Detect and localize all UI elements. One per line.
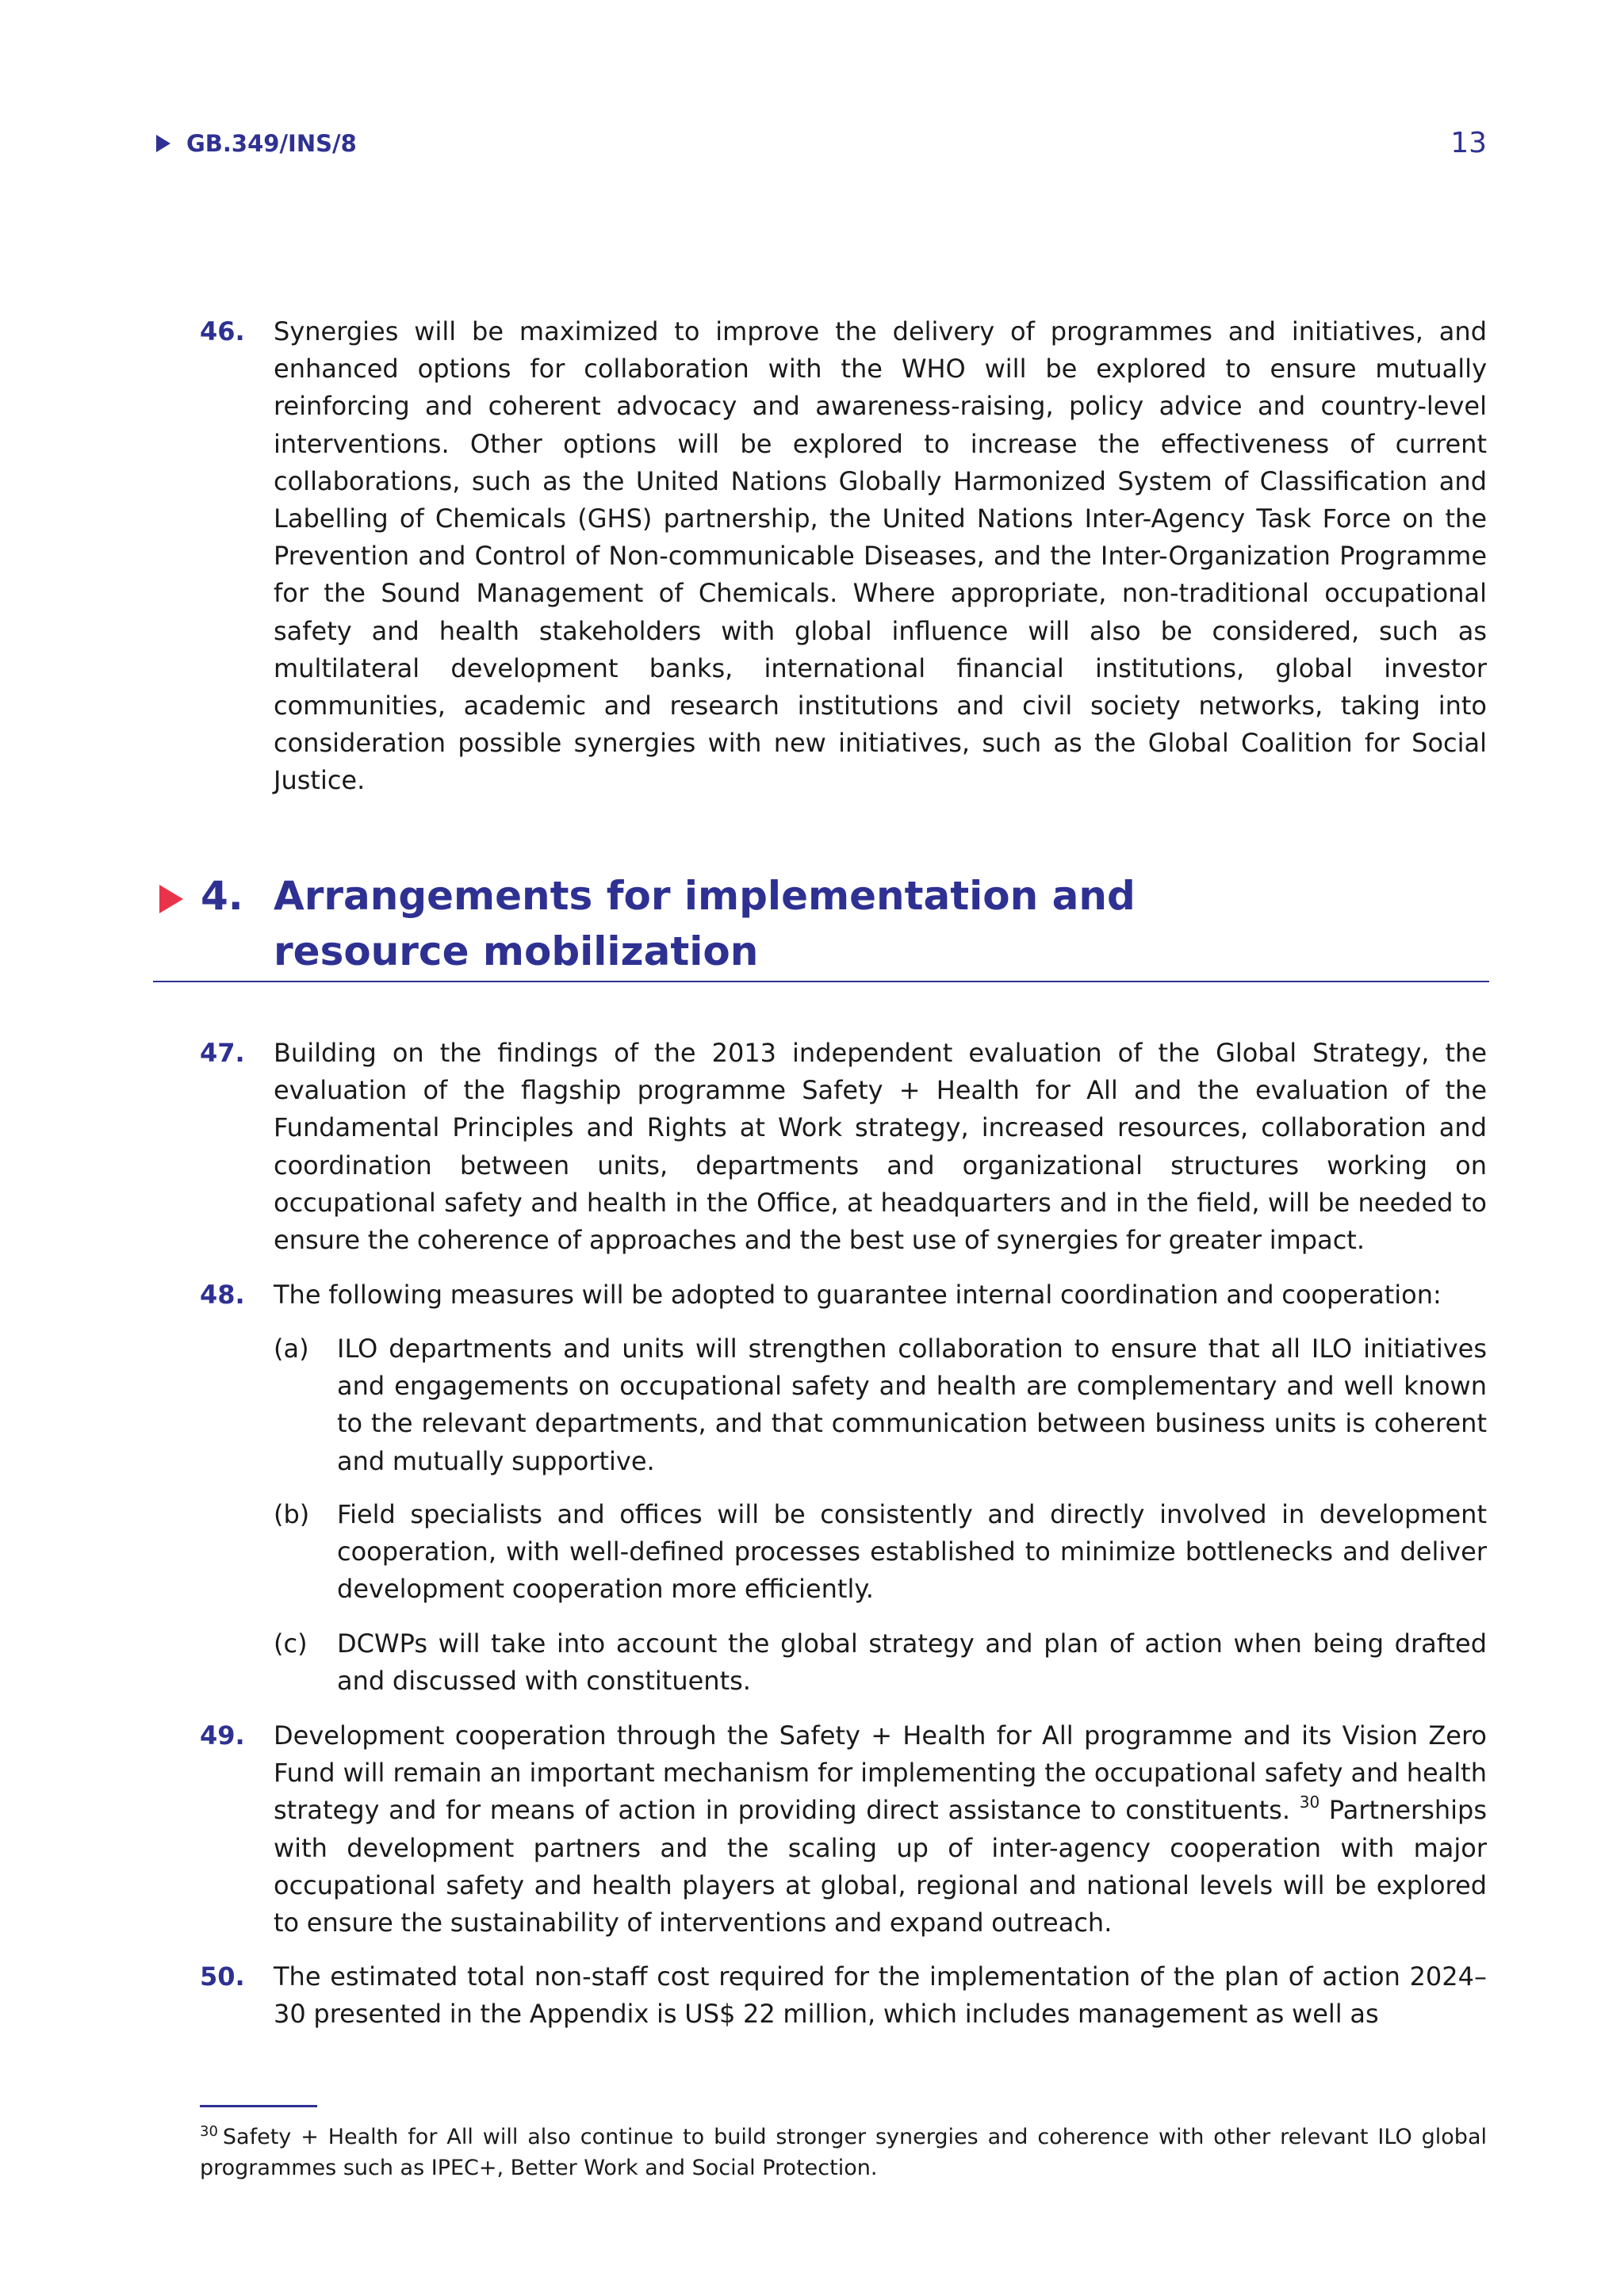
paragraph-47 <box>200 1035 1487 1259</box>
document-reference <box>156 130 357 157</box>
page-number: 13 <box>1450 127 1487 159</box>
footnote-separator <box>200 2105 317 2107</box>
list-item-label: (c) <box>274 1628 308 1659</box>
paragraph-text: Building on the findings of the 2013 independent evaluation of the Global Strategy, the evaluation of the flagship programme Safety + Health for All and the evaluation of the Fundamental Principles and Rights at Work strategy, increased resources, collaboration and coordination between units, departments and organizational structures working on occupational safety and health in the Office, at headquarters and in the field, will be needed to ensure the coherence of approaches and the best use of synergies for greater impact. <box>274 1038 1487 1256</box>
list-item-label: (a) <box>274 1334 309 1364</box>
footnote <box>200 2122 1487 2183</box>
paragraph-text-part-1: Development cooperation through the Safety + Health for All programme and its Vision Zero Fund will remain an important mechanism for implementing the occupational safety and health strategy and for means of action in providing direct assistance to constituents. <box>274 1720 1487 1826</box>
paragraph-46 <box>200 313 1487 800</box>
list-item-c <box>274 1625 1487 1700</box>
paragraph-50 <box>200 1958 1487 2033</box>
list-item-text: Field specialists and offices will be consistently and directly involved in development cooperation, with well-defined processes established to minimize bottlenecks and deliver development cooperation more efficiently. <box>337 1499 1487 1605</box>
paragraph-number: 47. <box>200 1038 245 1068</box>
paragraph-number: 48. <box>200 1280 245 1310</box>
triangle-heading-icon <box>159 885 183 913</box>
section-divider <box>153 981 1489 982</box>
list-item-b <box>274 1496 1487 1609</box>
list-item-text: DCWPs will take into account the global strategy and plan of action when being drafted and discussed with constituents. <box>337 1628 1487 1697</box>
paragraph-number: 46. <box>200 316 245 346</box>
section-number: 4. <box>201 873 243 919</box>
list-item-a <box>274 1330 1487 1480</box>
paragraph-number: 49. <box>200 1720 245 1751</box>
page-header <box>156 127 1487 166</box>
paragraph-text: The estimated total non-staff cost required for the implementation of the plan of action 2024–30 presented in the Appendix is US$ 22 million, which includes management as well as <box>274 1961 1487 2030</box>
section-title: Arrangements for implementation and resource mobilization <box>274 873 1136 974</box>
footnote-number: 30 <box>200 2123 218 2140</box>
paragraph-text: Synergies will be maximized to improve the delivery of programmes and initiatives, and enhanced options for collaboration with the WHO will be explored to ensure mutually reinforcing and coherent advocacy and awareness-raising, policy advice and country-level interventions. Other options will be explored to increase the effectiveness of current collaborations, such as the United Nations Globally Harmonized System of Classification and Labelling of Chemicals (GHS) partnership, the United Nations Inter-Agency Task Force on the Prevention and Control of Non-communicable Diseases, and the Inter-Organization Programme for the Sound Management of Chemicals. Where appropriate, non-traditional occupational safety and health stakeholders with global influence will also be considered, such as multilateral development banks, international financial institutions, global investor communities, academic and research institutions and civil society networks, taking into consideration possible synergies with new initiatives, such as the Global Coalition for Social Justice. <box>274 316 1487 796</box>
footnote-text: Safety + Health for All will also continue to build stronger synergies and coherence with other relevant ILO global programmes such as IPEC+, Better Work and Social Protection. <box>200 2125 1487 2180</box>
list-item-label: (b) <box>274 1499 310 1529</box>
paragraph-number: 50. <box>200 1961 245 1992</box>
paragraph-48 <box>200 1276 1487 1314</box>
paragraph-text-part-2: Partnerships with development partners and the scaling up of inter-agency cooperation with major occupational safety and health players at global, regional and national levels will be explored to ensure the sustainability of interventions and expand outreach. <box>274 1795 1488 1938</box>
triangle-bullet-icon <box>156 135 170 152</box>
paragraph-text: The following measures will be adopted to guarantee internal coordination and cooperation: <box>274 1280 1442 1310</box>
footnote-reference[interactable]: 30 <box>1299 1793 1320 1812</box>
section-heading <box>153 868 1489 979</box>
document-reference-text: GB.349/INS/8 <box>186 130 357 157</box>
paragraph-text <box>274 1717 1487 1942</box>
paragraph-49 <box>200 1717 1487 1942</box>
list-item-text: ILO departments and units will strengthen collaboration to ensure that all ILO initiatives and engagements on occupational safety and health are complementary and well known to the relevant departments, and that communication between business units is coherent and mutually supportive. <box>337 1334 1487 1476</box>
